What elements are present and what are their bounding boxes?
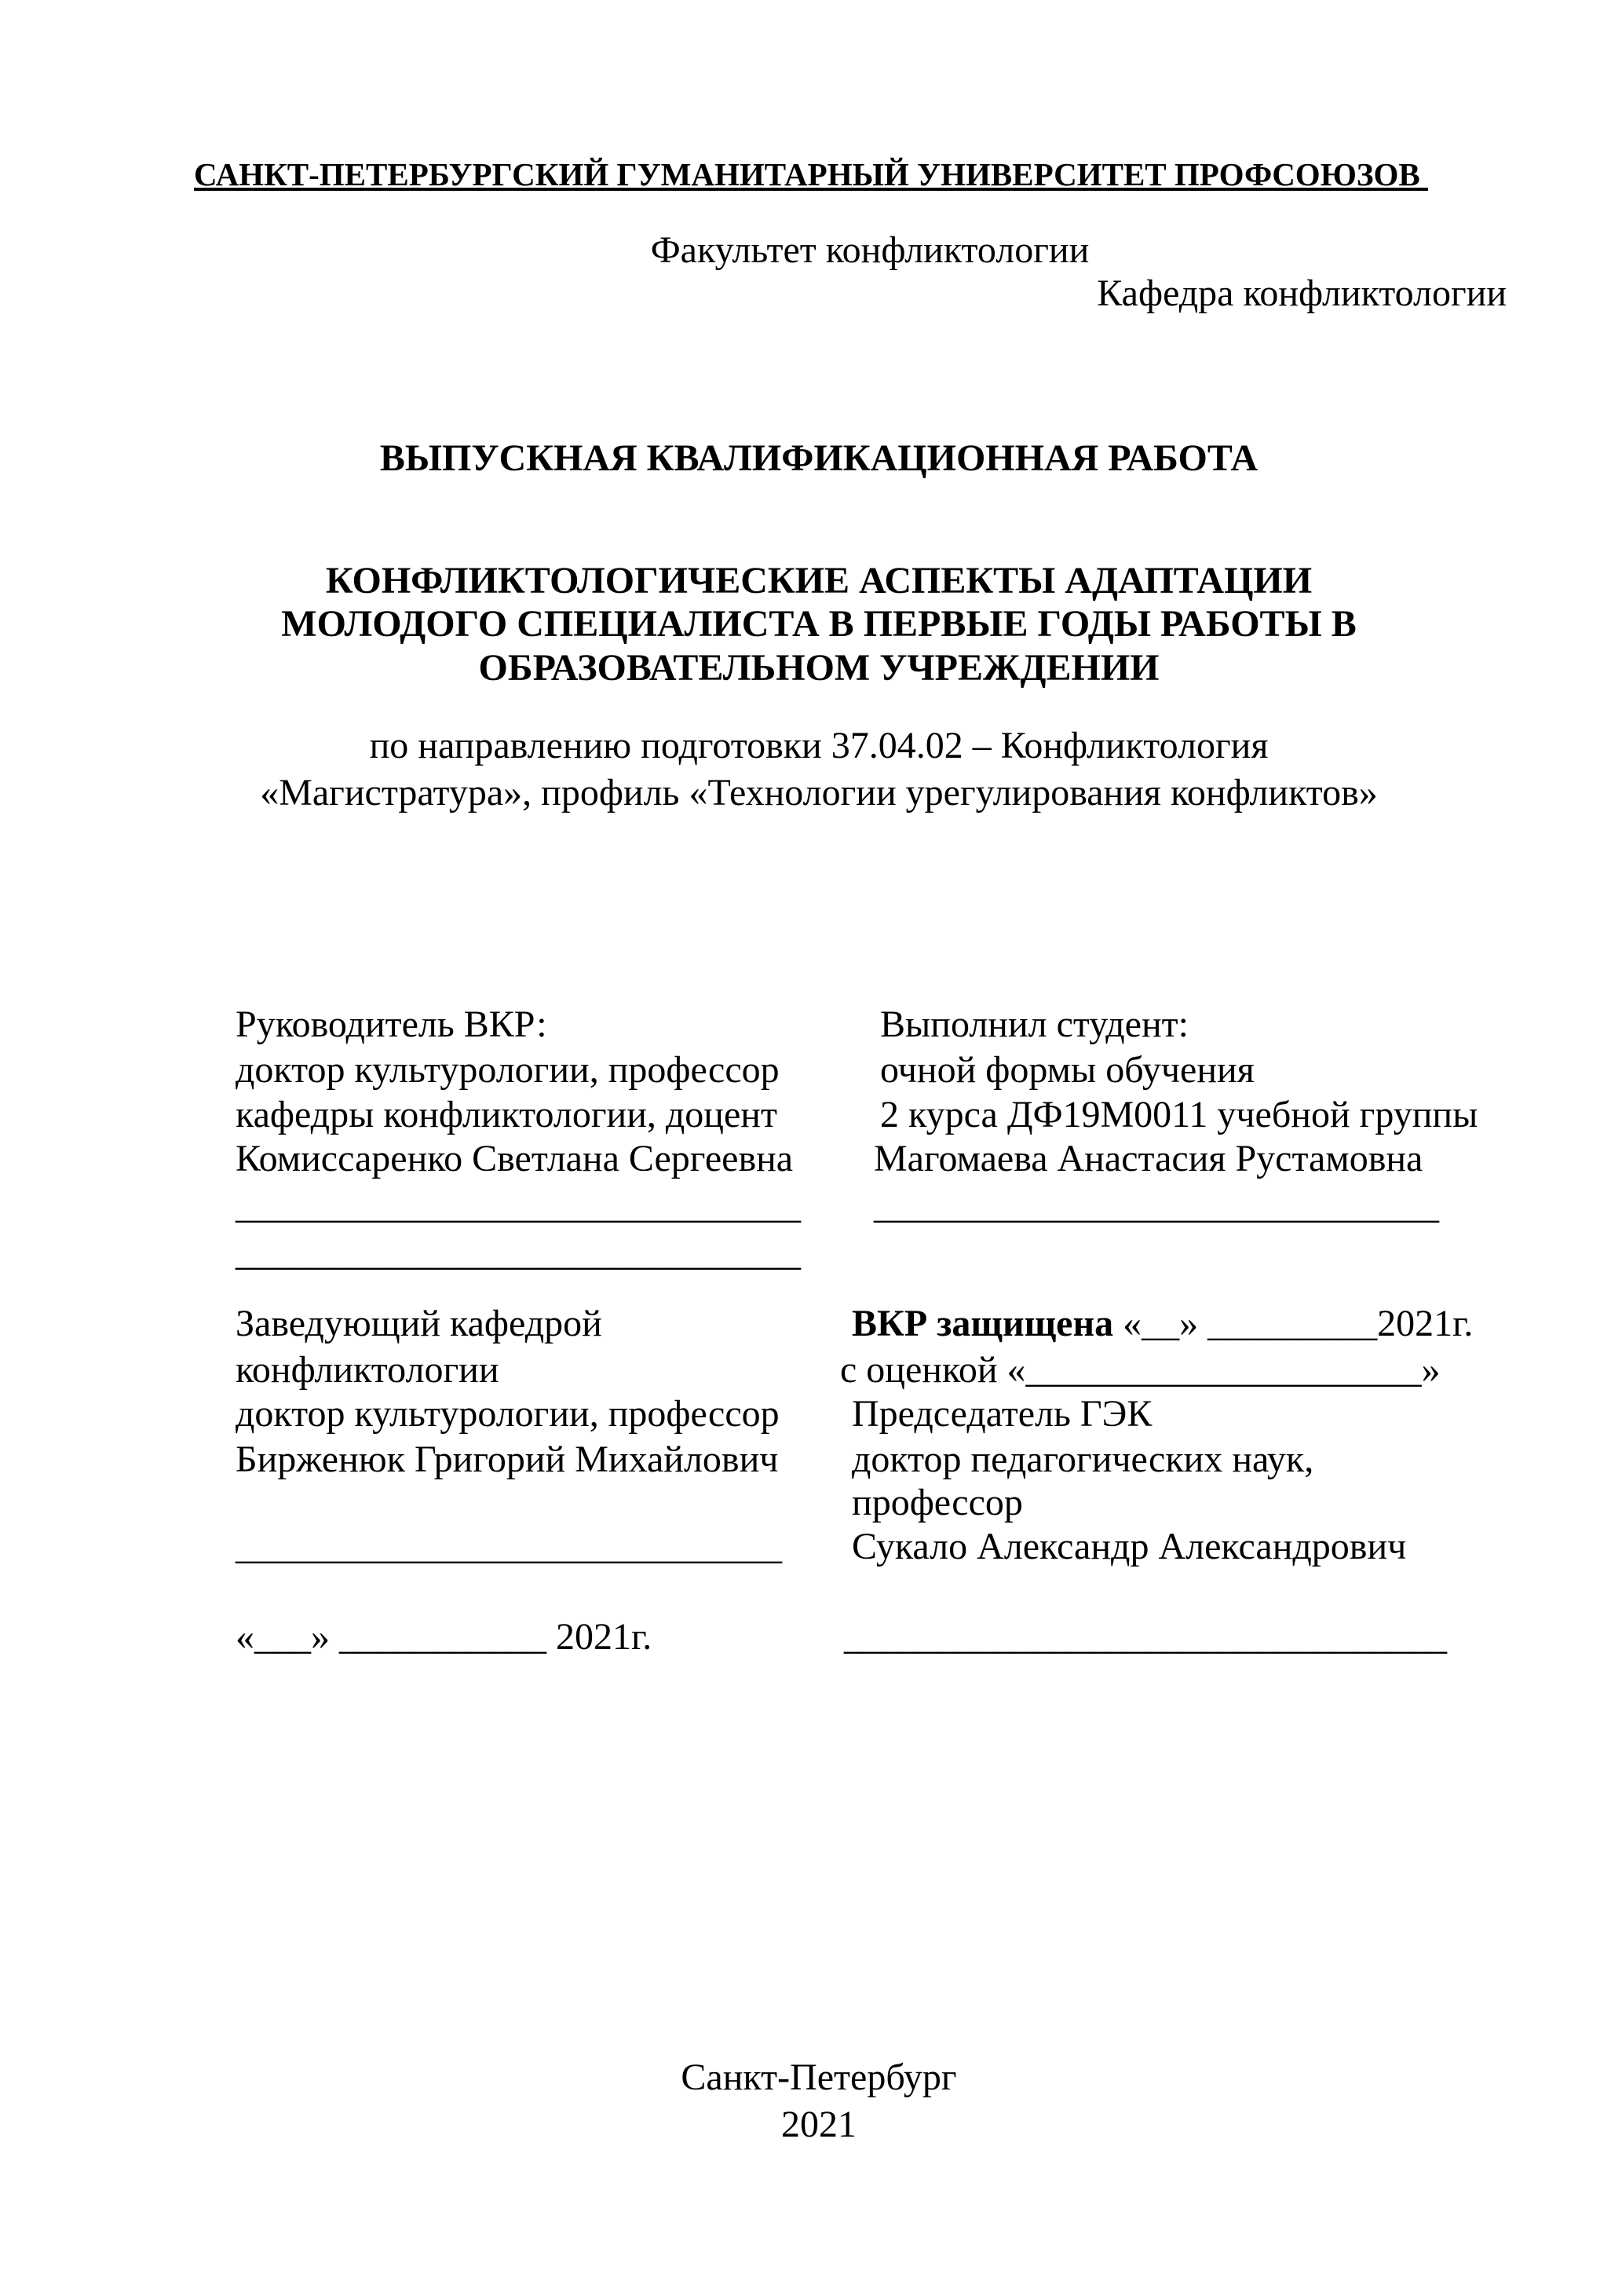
student-name: Магомаева Анастасия Рустамовна: [874, 1138, 1423, 1179]
year: 2021: [781, 2104, 857, 2145]
city: Санкт-Петербург: [681, 2057, 957, 2098]
defense-date-line: [852, 1302, 1473, 1346]
head-label: Заведующий кафедрой: [236, 1303, 602, 1344]
supervisor-position: кафедры конфликтологии, доцент: [236, 1094, 777, 1135]
chair-signature-line: ________________________________: [844, 1616, 1447, 1658]
head-department: конфликтологии: [236, 1349, 499, 1391]
direction: по направлению подготовки 37.04.02 – Конфликтология: [369, 725, 1269, 766]
department: Кафедра конфликтологии: [1097, 272, 1507, 314]
student-signature-line: ______________________________: [874, 1185, 1439, 1227]
work-type: ВЫПУСКНАЯ КВАЛИФИКАЦИОННАЯ РАБОТА: [379, 437, 1259, 479]
defense-date: «__» _________2021г.: [1113, 1303, 1474, 1344]
head-signature-line: _____________________________: [236, 1526, 782, 1567]
defense-grade: с оценкой «_____________________»: [840, 1349, 1441, 1391]
chair-title: профессор: [852, 1482, 1023, 1523]
head-degree: доктор культурологии, профессор: [236, 1393, 780, 1435]
chair-degree: доктор педагогических наук,: [852, 1439, 1314, 1480]
thesis-title-line: ОБРАЗОВАТЕЛЬНОМ УЧРЕЖДЕНИИ: [478, 647, 1160, 689]
profile: «Магистратура», профиль «Технологии урегулирования конфликтов»: [260, 772, 1378, 813]
chair-label: Председатель ГЭК: [852, 1393, 1153, 1435]
supervisor-label: Руководитель ВКР:: [236, 1004, 547, 1045]
supervisor-signature-line: ______________________________: [236, 1232, 801, 1274]
supervisor-signature-line: ______________________________: [236, 1185, 801, 1227]
faculty: Факультет конфликтологии: [650, 229, 1090, 271]
university-name: САНКТ-ПЕТЕРБУРГСКИЙ ГУМАНИТАРНЫЙ УНИВЕРСИТЕТ ПРОФСОЮЗОВ: [194, 156, 1428, 192]
chair-name: Сукало Александр Александрович: [852, 1526, 1407, 1567]
thesis-title-line: МОЛОДОГО СПЕЦИАЛИСТА В ПЕРВЫЕ ГОДЫ РАБОТЫ В: [281, 603, 1357, 645]
head-date: «___» ___________ 2021г.: [236, 1616, 652, 1658]
student-group: 2 курса ДФ19М0011 учебной группы: [880, 1094, 1478, 1135]
student-label: Выполнил студент:: [880, 1004, 1189, 1045]
supervisor-degree: доктор культурологии, профессор: [236, 1049, 780, 1091]
defense-label: ВКР защищена: [852, 1303, 1114, 1344]
thesis-title-line: КОНФЛИКТОЛОГИЧЕСКИЕ АСПЕКТЫ АДАПТАЦИИ: [325, 560, 1313, 601]
head-name: Бирженюк Григорий Михайлович: [236, 1439, 779, 1480]
supervisor-name: Комиссаренко Светлана Сергеевна: [236, 1138, 794, 1179]
student-study-form: очной формы обучения: [880, 1049, 1255, 1091]
